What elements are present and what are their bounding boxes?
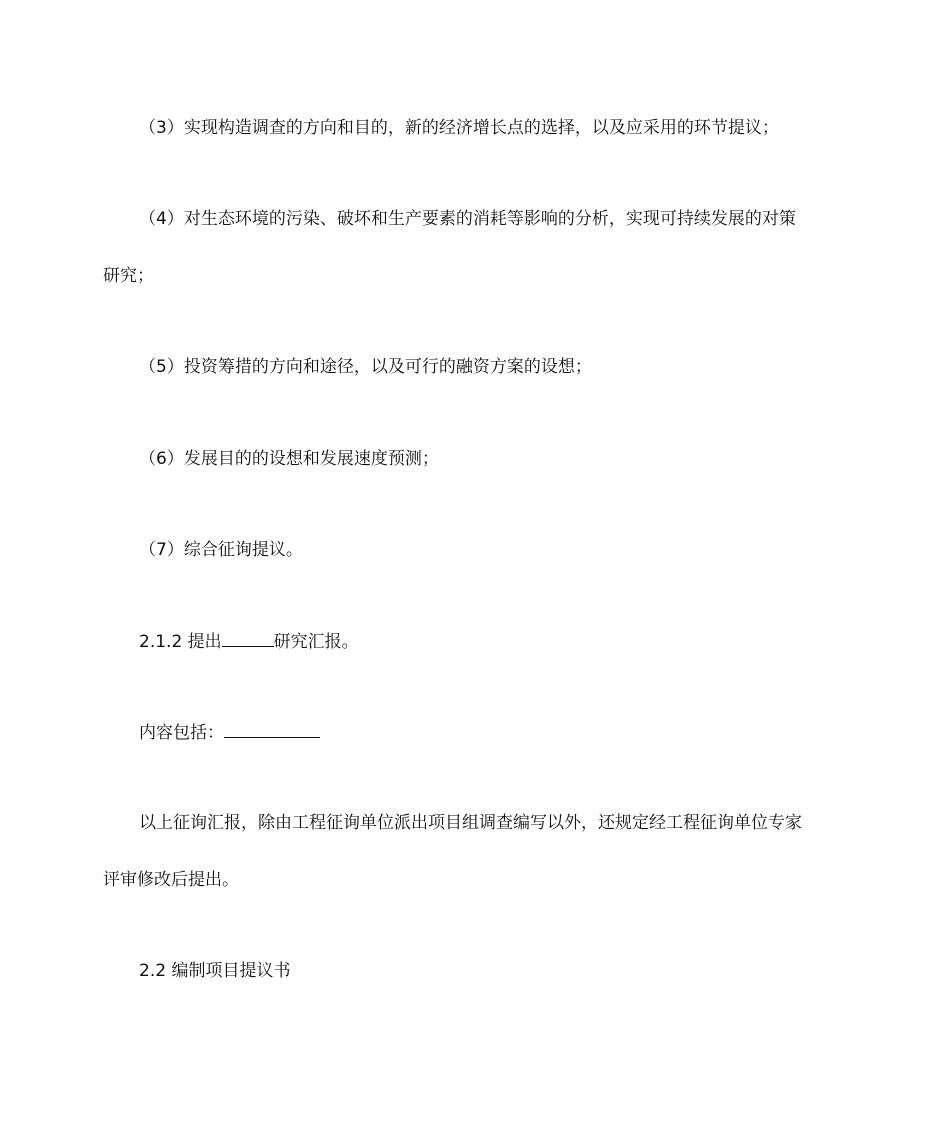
list-item-3: （3）实现构造调查的方向和目的，新的经济增长点的选择，以及应采用的环节提议； xyxy=(139,118,779,138)
content-label: 内容包括： xyxy=(139,723,224,743)
list-item-4-line-1: （4）对生态环境的污染、破坏和生产要素的消耗等影响的分析，实现可持续发展的对策 xyxy=(139,209,796,229)
content-line xyxy=(139,721,899,744)
list-item-6: （6）发展目的的设想和发展速度预测； xyxy=(139,449,439,469)
section-2-1-2-suffix: 研究汇报。 xyxy=(273,632,359,652)
fill-in-blank xyxy=(222,630,274,647)
list-item-7: （7）综合征询提议。 xyxy=(139,540,303,560)
paragraph-line-2: 评审修改后提出。 xyxy=(103,870,239,890)
list-item-5: （5）投资筹措的方向和途径，以及可行的融资方案的设想； xyxy=(139,357,592,377)
section-2-1-2-prefix: 2.1.2 提出 xyxy=(139,632,222,652)
section-2-1-2-heading xyxy=(139,630,899,653)
section-2-2-heading: 2.2 编制项目提议书 xyxy=(139,961,291,981)
paragraph-line-1: 以上征询汇报，除由工程征询单位派出项目组调查编写以外，还规定经工程征询单位专家 xyxy=(139,813,802,833)
fill-in-blank xyxy=(224,721,320,738)
list-item-4-line-2: 研究； xyxy=(103,266,154,286)
